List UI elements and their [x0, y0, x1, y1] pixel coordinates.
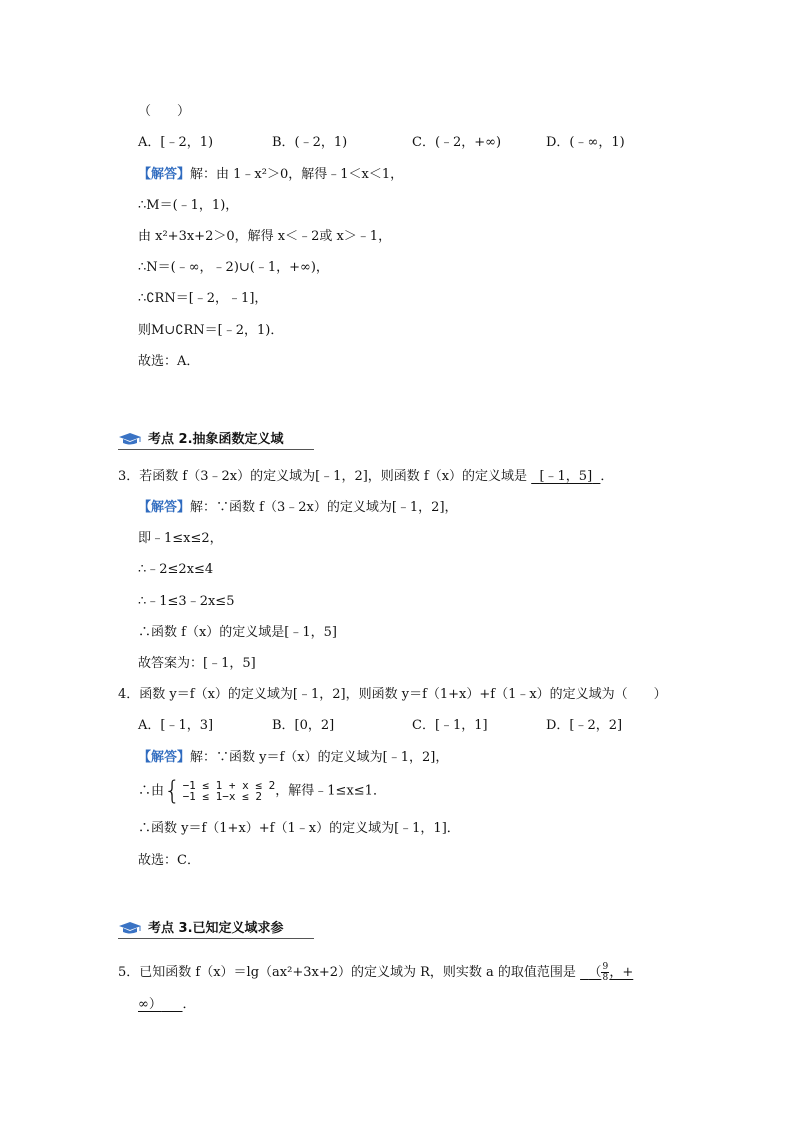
- section-2-header: [118, 428, 284, 449]
- q2-option-a: A．[﹣2，1): [138, 135, 214, 150]
- q2-solution-line-1: 【解答】解：由 1﹣x²＞0，解得﹣1＜x＜1，: [138, 167, 404, 182]
- q2-option-c: C．(﹣2，+∞): [412, 135, 502, 150]
- section-3-header: [118, 917, 284, 938]
- q4-option-a: A．[﹣1，3]: [138, 718, 214, 733]
- q5-stem: 5．已知函数 f（x）＝lg（ax²+3x+2）的定义域为 R，则实数 a 的取值范围是 （ $\frac{9}{8}$ ，+: [118, 962, 634, 983]
- q4-solution-line-4: 故选：C．: [138, 853, 200, 868]
- q2-solution-line-2: ∴M＝(﹣1，1)，: [138, 198, 239, 213]
- solution-tag: 【解答】: [138, 500, 191, 515]
- q2-solution-line-7: 故选：A．: [138, 354, 200, 369]
- q4-option-c: C．[﹣1，1]: [412, 718, 488, 733]
- q3-solution-line-2: 即﹣1≤x≤2，: [138, 531, 223, 546]
- q4-solution-line-1: 【解答】解：∵函数 y＝f（x）的定义域为[﹣1，2]，: [138, 750, 449, 765]
- q4-option-b: B．[0，2]: [272, 718, 335, 733]
- q2-solution-line-4: ∴N＝(﹣∞，﹣2)∪(﹣1，+∞)，: [138, 260, 329, 275]
- q2-solution-line-5: ∴∁RN＝[﹣2，﹣1]，: [138, 291, 268, 306]
- q4-stem: 4．函数 y＝f（x）的定义域为[﹣1，2]，则函数 y＝f（1+x）+f（1﹣x）的定义域为（ ）: [118, 687, 667, 702]
- section-2-title: 考点 2.抽象函数定义域: [148, 432, 284, 447]
- inequality-system: { −1 ≤ 1 + x ≤ 2 −1 ≤ 1−x ≤ 2: [164, 776, 276, 806]
- q5-answer: （ $\frac{9}{8}$ ，+: [588, 962, 634, 983]
- q2-option-d: D．(﹣∞，1): [546, 135, 625, 150]
- q5-answer-continued: ∞） ．: [138, 997, 196, 1012]
- solution-tag: 【解答】: [138, 750, 191, 765]
- q3-solution-line-5: ∴函数 f（x）的定义域是[﹣1，5]: [138, 625, 337, 640]
- graduation-cap-icon: [118, 432, 142, 446]
- q4-option-d: D．[﹣2，2]: [546, 718, 623, 733]
- q3-solution-line-4: ∴﹣1≤3﹣2x≤5: [138, 594, 235, 609]
- q4-solution-line-3: ∴函数 y＝f（1+x）+f（1﹣x）的定义域为[﹣1，1]．: [138, 821, 460, 836]
- graduation-cap-icon: [118, 921, 142, 935]
- q3-solution-line-1: 【解答】解：∵函数 f（3﹣2x）的定义域为[﹣1，2]，: [138, 500, 458, 515]
- fraction-9-8: $\frac{9}{8}$: [602, 962, 609, 983]
- q2-solution-line-3: 由 x²+3x+2＞0，解得 x＜﹣2或 x＞﹣1，: [138, 229, 392, 244]
- q3-solution-line-6: 故答案为：[﹣1，5]: [138, 656, 256, 671]
- solution-tag: 【解答】: [138, 167, 191, 182]
- q2-solution-line-6: 则M∪∁RN＝[﹣2，1)．: [138, 323, 284, 338]
- q4-solution-line-2: ∴由 { −1 ≤ 1 + x ≤ 2 −1 ≤ 1−x ≤ 2 ，解得﹣1≤x≤1．: [138, 776, 386, 806]
- q3-stem: 3．若函数 f（3﹣2x）的定义域为[﹣1，2]，则函数 f（x）的定义域是 [﹣1，5] ．: [118, 469, 614, 484]
- section-3-title: 考点 3.已知定义域求参: [148, 921, 284, 936]
- section-2-underline: [118, 449, 314, 450]
- q3-answer: [﹣1，5]: [539, 469, 593, 484]
- q3-solution-line-3: ∴﹣2≤2x≤4: [138, 562, 214, 577]
- q2-answer-paren: （ ）: [138, 104, 191, 119]
- q2-option-b: B．(﹣2，1): [272, 135, 348, 150]
- section-3-underline: [118, 938, 314, 939]
